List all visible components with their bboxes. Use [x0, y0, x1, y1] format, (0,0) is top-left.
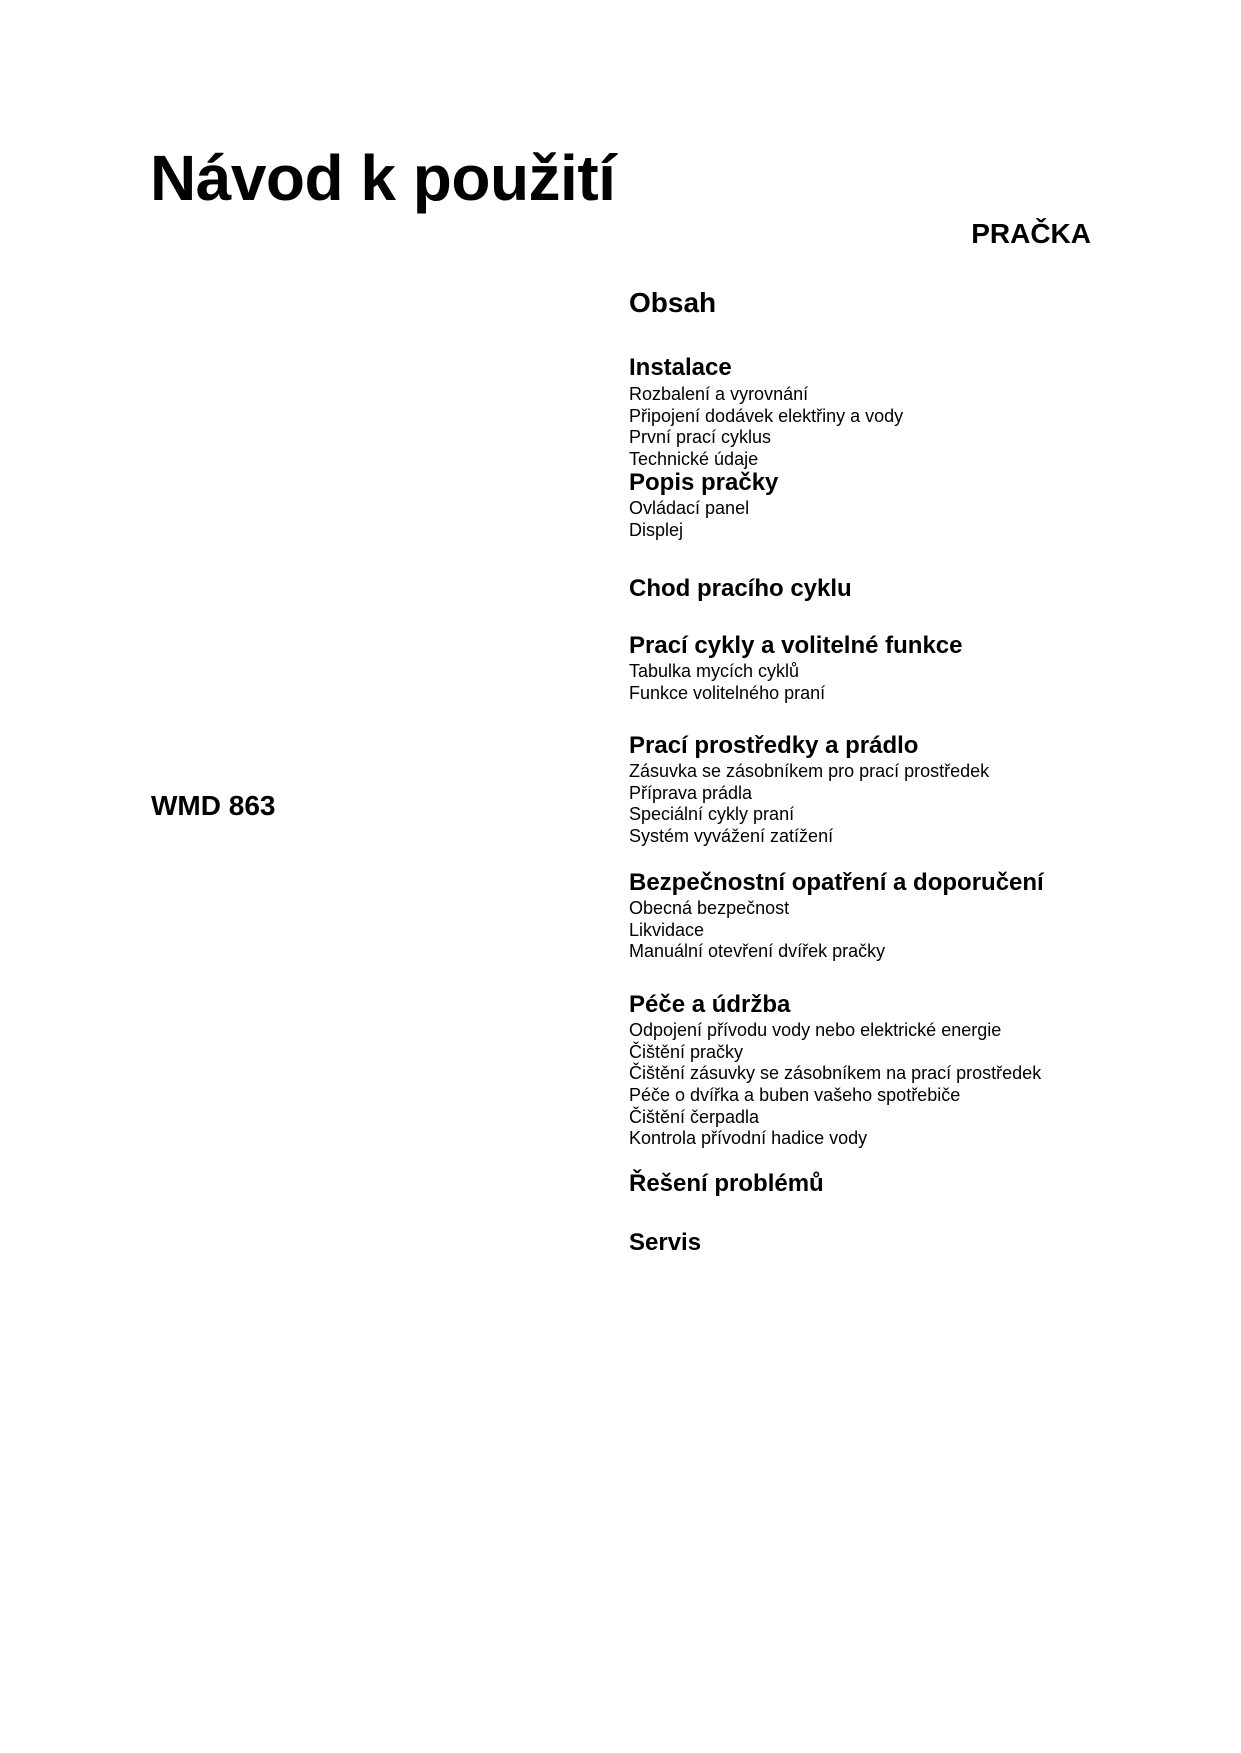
toc-item: Příprava prádla	[629, 782, 753, 803]
toc-section-items	[629, 498, 749, 541]
toc-section-heading: Servis	[629, 1229, 702, 1256]
toc-item: Kontrola přívodní hadice vody	[629, 1128, 868, 1149]
model-number: WMD 863	[151, 790, 276, 821]
toc-item: První prací cyklus	[629, 427, 772, 448]
toc-item: Rozbalení a vyrovnání	[629, 384, 809, 404]
toc-section-heading: Popis pračky	[629, 469, 779, 496]
toc-item: Displej	[629, 519, 684, 540]
toc-item: Speciální cykly praní	[629, 804, 795, 825]
toc-item: Odpojení přívodu vody nebo elektrické energie	[629, 1020, 1002, 1040]
toc-section-heading: Bezpečnostní opatření a doporučení	[629, 869, 1044, 896]
toc-section-heading: Instalace	[629, 354, 732, 381]
toc-section-items	[629, 898, 885, 963]
document-title: Návod k použití	[150, 142, 616, 214]
toc-item: Zásuvka se zásobníkem pro prací prostředek	[629, 761, 990, 781]
toc-item: Připojení dodávek elektřiny a vody	[629, 405, 904, 426]
toc-item: Čištění čerpadla	[629, 1106, 760, 1127]
toc-section-heading: Řešení problémů	[629, 1170, 824, 1197]
product-category: PRAČKA	[971, 218, 1091, 249]
toc-section-heading: Chod pracího cyklu	[629, 575, 852, 602]
toc-section-heading: Prací cykly a volitelné funkce	[629, 632, 963, 659]
toc-item: Funkce volitelného praní	[629, 682, 826, 703]
toc-item: Technické údaje	[629, 449, 759, 470]
toc-item: Péče o dvířka a buben vašeho spotřebiče	[629, 1085, 961, 1106]
toc-section-items	[629, 1020, 1041, 1150]
toc-section-items	[629, 761, 989, 848]
toc-section-heading: Péče a údržba	[629, 991, 791, 1018]
toc-item: Manuální otevření dvířek pračky	[629, 941, 886, 962]
toc-item: Systém vyvážení zatížení	[629, 826, 834, 847]
toc-title: Obsah	[629, 287, 717, 318]
toc-item: Obecná bezpečnost	[629, 898, 790, 918]
toc-section-items	[629, 384, 903, 471]
toc-item: Tabulka mycích cyklů	[629, 661, 800, 681]
toc-section-heading: Prací prostředky a prádlo	[629, 732, 919, 759]
toc-item: Čištění zásuvky se zásobníkem na prací prostředek	[629, 1063, 1042, 1084]
toc-item: Čištění pračky	[629, 1041, 744, 1062]
toc-item: Likvidace	[629, 919, 705, 940]
toc-section-items	[629, 661, 825, 704]
toc-item: Ovládací panel	[629, 498, 750, 518]
